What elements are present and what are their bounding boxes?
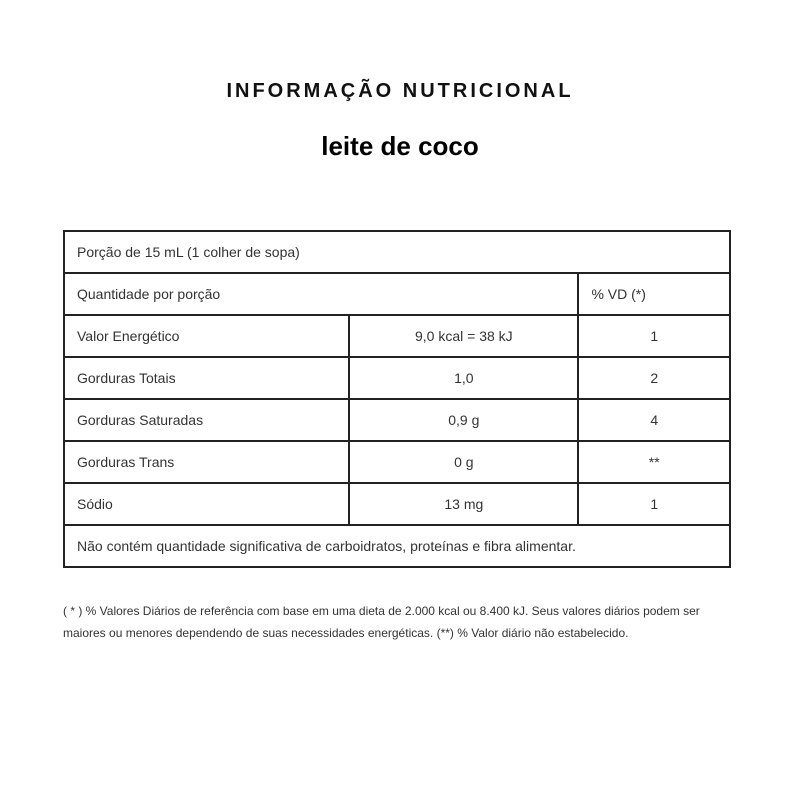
nutrient-amount: 1,0 — [349, 357, 578, 399]
nutrient-vd: ** — [578, 441, 730, 483]
table-row — [64, 315, 730, 357]
nutrient-name: Gorduras Saturadas — [64, 399, 349, 441]
footnote: ( * ) % Valores Diários de referência com base em uma dieta de 2.000 kcal ou 8.400 kJ. Seus valores diários podem ser maiores ou menores dependendo de suas necessidades energéticas. (**) % Valor diário não estabelecido. — [63, 604, 700, 640]
header-row — [64, 273, 730, 315]
nutrient-amount: 0,9 g — [349, 399, 578, 441]
portion-cell: Porção de 15 mL (1 colher de sopa) — [64, 231, 730, 273]
note-row — [64, 525, 730, 567]
table-row — [64, 399, 730, 441]
nutrient-vd: 4 — [578, 399, 730, 441]
nutrient-name: Sódio — [64, 483, 349, 525]
nutrient-vd: 1 — [578, 483, 730, 525]
table-note: Não contém quantidade significativa de carboidratos, proteínas e fibra alimentar. — [64, 525, 730, 567]
nutrient-name: Gorduras Totais — [64, 357, 349, 399]
nutrient-name: Gorduras Trans — [64, 441, 349, 483]
product-name: leite de coco — [321, 131, 479, 161]
page-heading: INFORMAÇÃO NUTRICIONAL — [226, 80, 574, 102]
table-row — [64, 357, 730, 399]
nutrition-table — [63, 230, 731, 568]
nutrient-amount: 0 g — [349, 441, 578, 483]
nutrient-amount: 13 mg — [349, 483, 578, 525]
table-row — [64, 483, 730, 525]
quantity-header: Quantidade por porção — [64, 273, 578, 315]
nutrient-vd: 2 — [578, 357, 730, 399]
table-row — [64, 441, 730, 483]
vd-header: % VD (*) — [578, 273, 730, 315]
nutrient-amount: 9,0 kcal = 38 kJ — [349, 315, 578, 357]
portion-row — [64, 231, 730, 273]
nutrient-vd: 1 — [578, 315, 730, 357]
nutrient-name: Valor Energético — [64, 315, 349, 357]
